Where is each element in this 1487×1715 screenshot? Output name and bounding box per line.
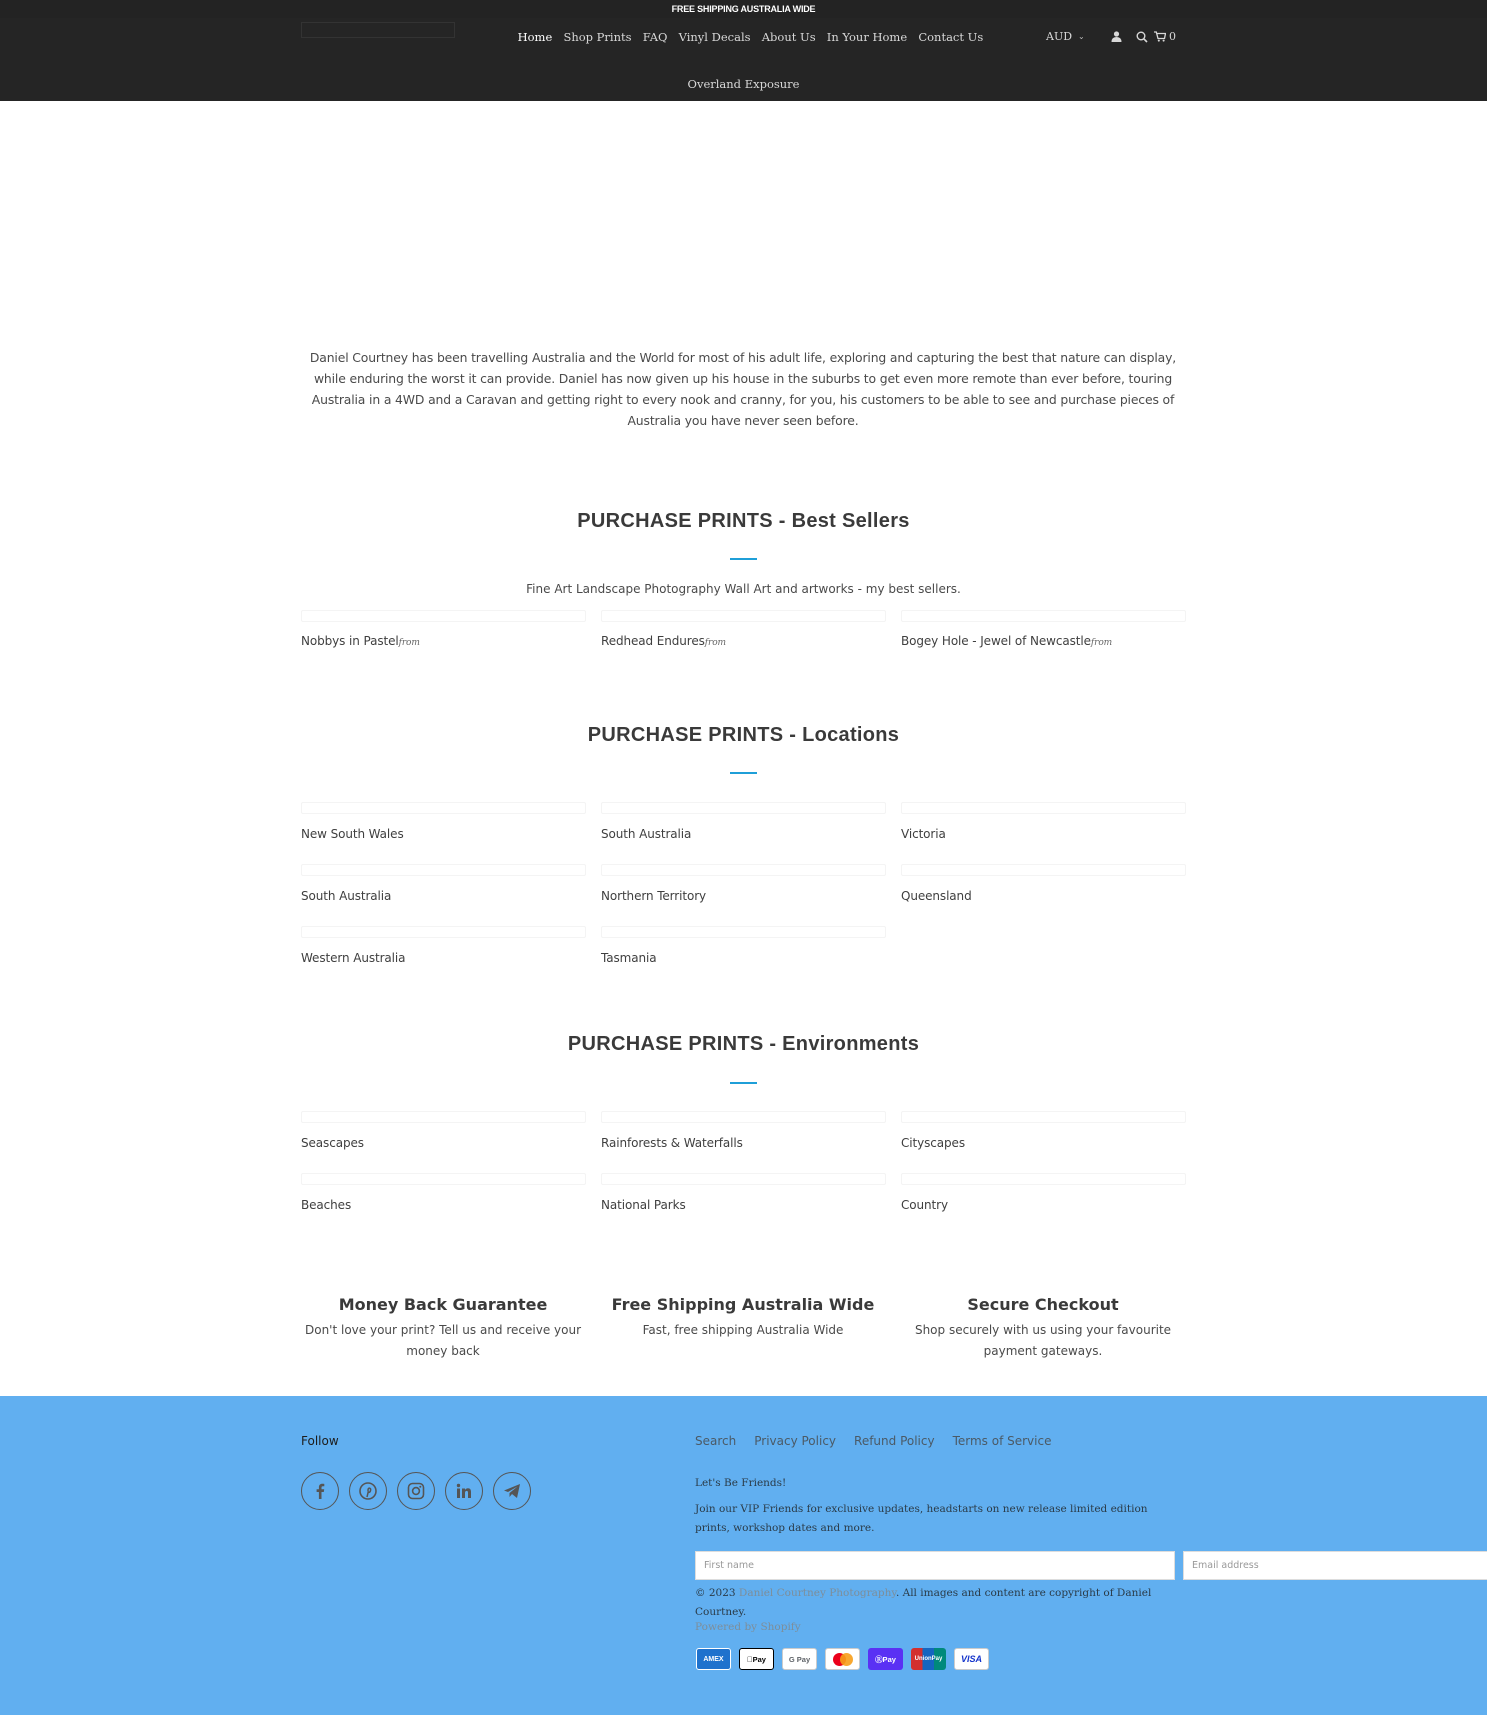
amex-icon: AMEX bbox=[696, 1648, 731, 1670]
cart-count: 0 bbox=[1169, 30, 1176, 43]
product-card[interactable] bbox=[601, 634, 726, 648]
footer-link-refund-policy[interactable]: Refund Policy bbox=[854, 1434, 935, 1448]
intro-text: Daniel Courtney has been travelling Australia and the World for most of his adult life, exploring and capturing the best that nature can display, while enduring the worst it can provide. Daniel has now given up his house in the suburbs to get even more remote than ever before, touring Australia in a 4WD and a Caravan and getting right to every nook and cranny, for you, his customers to be able to see and purchase pieces of Australia you have never seen before. bbox=[309, 350, 1177, 428]
secondary-nav bbox=[0, 73, 1487, 92]
copyright-prefix: © 2023 bbox=[695, 1587, 739, 1599]
nav-faq[interactable]: FAQ bbox=[642, 30, 668, 44]
collection-image[interactable] bbox=[601, 864, 886, 876]
product-image[interactable] bbox=[901, 610, 1186, 622]
telegram-icon[interactable] bbox=[493, 1472, 531, 1510]
best-sellers-title: PURCHASE PRINTS - Best Sellers bbox=[577, 510, 910, 532]
feature-title: Free Shipping Australia Wide bbox=[611, 1295, 875, 1314]
search-icon[interactable] bbox=[1129, 31, 1154, 43]
nav-home[interactable]: Home bbox=[517, 30, 553, 44]
collection-link-rainforests-waterfalls[interactable]: Rainforests & Waterfalls bbox=[601, 1136, 743, 1150]
nav-about-us[interactable]: About Us bbox=[761, 30, 816, 44]
product-image[interactable] bbox=[601, 610, 886, 622]
section-divider bbox=[730, 772, 757, 774]
visa-icon: VISA bbox=[954, 1648, 989, 1670]
instagram-icon[interactable] bbox=[397, 1472, 435, 1510]
product-price-from: from bbox=[398, 638, 420, 648]
best-sellers-subtitle: Fine Art Landscape Photography Wall Art and artworks - my best sellers. bbox=[526, 582, 961, 596]
shop-pay-icon: ⓇPay bbox=[868, 1648, 903, 1670]
account-icon[interactable] bbox=[1104, 31, 1129, 42]
collection-link-national-parks[interactable]: National Parks bbox=[601, 1198, 686, 1212]
collection-image[interactable] bbox=[301, 802, 586, 814]
newsletter-text: Join our VIP Friends for exclusive updates, headstarts on new release limited edition prints, workshop dates and more. bbox=[695, 1503, 1148, 1534]
collection-link-western-australia[interactable]: Western Australia bbox=[301, 951, 406, 965]
footer-link-terms-of-service[interactable]: Terms of Service bbox=[952, 1434, 1052, 1448]
footer-link-privacy-policy[interactable]: Privacy Policy bbox=[754, 1434, 837, 1448]
collection-image[interactable] bbox=[301, 926, 586, 938]
collection-link-south-australia[interactable]: South Australia bbox=[301, 889, 392, 903]
collection-image[interactable] bbox=[301, 1173, 586, 1185]
product-image[interactable] bbox=[301, 610, 586, 622]
product-title: Bogey Hole - Jewel of Newcastle bbox=[901, 634, 1091, 648]
collection-image[interactable] bbox=[601, 1173, 886, 1185]
announcement-bar: FREE SHIPPING AUSTRALIA WIDE bbox=[0, 0, 1487, 18]
collection-image[interactable] bbox=[901, 802, 1186, 814]
product-title: Nobbys in Pastel bbox=[301, 634, 399, 648]
chevron-down-icon: ⌄ bbox=[1078, 32, 1085, 41]
cart-button[interactable] bbox=[1154, 30, 1176, 43]
collection-link-beaches[interactable]: Beaches bbox=[301, 1198, 352, 1212]
nav-shop-prints[interactable]: Shop Prints bbox=[563, 30, 632, 44]
collection-link-cityscapes[interactable]: Cityscapes bbox=[901, 1136, 965, 1150]
nav-in-your-home[interactable]: In Your Home bbox=[826, 30, 908, 44]
copyright bbox=[695, 1584, 1165, 1622]
social-links bbox=[301, 1472, 531, 1510]
feature-text: Fast, free shipping Australia Wide bbox=[642, 1323, 844, 1337]
copyright-suffix: . All images and content are copyright of Daniel Courtney. bbox=[695, 1587, 1152, 1618]
site-header bbox=[0, 18, 1487, 101]
currency-selector[interactable] bbox=[1046, 30, 1104, 43]
collection-image[interactable] bbox=[601, 1111, 886, 1123]
feature-title: Secure Checkout bbox=[967, 1295, 1119, 1314]
collection-link-new-south-wales[interactable]: New South Wales bbox=[301, 827, 404, 841]
collection-image[interactable] bbox=[601, 802, 886, 814]
collection-link-queensland[interactable]: Queensland bbox=[901, 889, 972, 903]
collection-link-seascapes[interactable]: Seascapes bbox=[301, 1136, 364, 1150]
nav-vinyl-decals[interactable]: Vinyl Decals bbox=[678, 30, 751, 44]
site-logo[interactable] bbox=[301, 22, 455, 38]
product-card[interactable] bbox=[901, 634, 1112, 648]
pinterest-icon[interactable] bbox=[349, 1472, 387, 1510]
main-nav bbox=[512, 30, 989, 44]
footer-links bbox=[695, 1434, 1051, 1448]
follow-heading: Follow bbox=[301, 1434, 339, 1448]
payment-icons bbox=[696, 1648, 989, 1670]
collection-link-south-australia[interactable]: South Australia bbox=[601, 827, 692, 841]
product-price-from: from bbox=[1090, 638, 1113, 648]
newsletter-heading: Let's Be Friends! bbox=[695, 1477, 787, 1489]
collection-image[interactable] bbox=[901, 1111, 1186, 1123]
locations-title: PURCHASE PRINTS - Locations bbox=[587, 724, 900, 746]
feature-title: Money Back Guarantee bbox=[338, 1295, 548, 1314]
collection-image[interactable] bbox=[601, 926, 886, 938]
currency-value: AUD bbox=[1046, 30, 1073, 43]
collection-image[interactable] bbox=[901, 864, 1186, 876]
section-divider bbox=[730, 558, 757, 560]
apple-pay-icon: Pay bbox=[739, 1648, 774, 1670]
collection-link-tasmania[interactable]: Tasmania bbox=[601, 951, 657, 965]
environments-title: PURCHASE PRINTS - Environments bbox=[567, 1033, 920, 1055]
footer-link-search[interactable]: Search bbox=[695, 1434, 737, 1448]
google-pay-icon: G Pay bbox=[782, 1648, 817, 1670]
collection-link-country[interactable]: Country bbox=[901, 1198, 948, 1212]
copyright-store-link[interactable]: Daniel Courtney Photography bbox=[738, 1587, 896, 1599]
product-card[interactable] bbox=[301, 634, 420, 648]
section-divider bbox=[730, 1082, 757, 1084]
unionpay-icon: UnionPay bbox=[911, 1648, 946, 1670]
collection-image[interactable] bbox=[301, 1111, 586, 1123]
mastercard-icon bbox=[825, 1648, 860, 1670]
nav-overland-exposure[interactable]: Overland Exposure bbox=[687, 77, 800, 91]
powered-by-shopify-link[interactable]: Powered by Shopify bbox=[695, 1621, 801, 1633]
feature-text: Don't love your print? Tell us and receive your money back bbox=[304, 1323, 582, 1358]
product-title: Redhead Endures bbox=[601, 634, 705, 648]
collection-link-victoria[interactable]: Victoria bbox=[901, 827, 946, 841]
nav-contact-us[interactable]: Contact Us bbox=[918, 30, 984, 44]
header-actions bbox=[1046, 30, 1176, 43]
facebook-icon[interactable] bbox=[301, 1472, 339, 1510]
email-field[interactable]: Email address bbox=[1183, 1551, 1487, 1580]
cart-icon bbox=[1154, 31, 1166, 42]
collection-link-northern-territory[interactable]: Northern Territory bbox=[601, 889, 707, 903]
collection-image[interactable] bbox=[901, 1173, 1186, 1185]
linkedin-icon[interactable] bbox=[445, 1472, 483, 1510]
collection-image[interactable] bbox=[301, 864, 586, 876]
feature-text: Shop securely with us using your favourite payment gateways. bbox=[914, 1323, 1172, 1358]
product-price-from: from bbox=[704, 638, 726, 648]
first-name-field[interactable]: First name bbox=[695, 1551, 1175, 1580]
